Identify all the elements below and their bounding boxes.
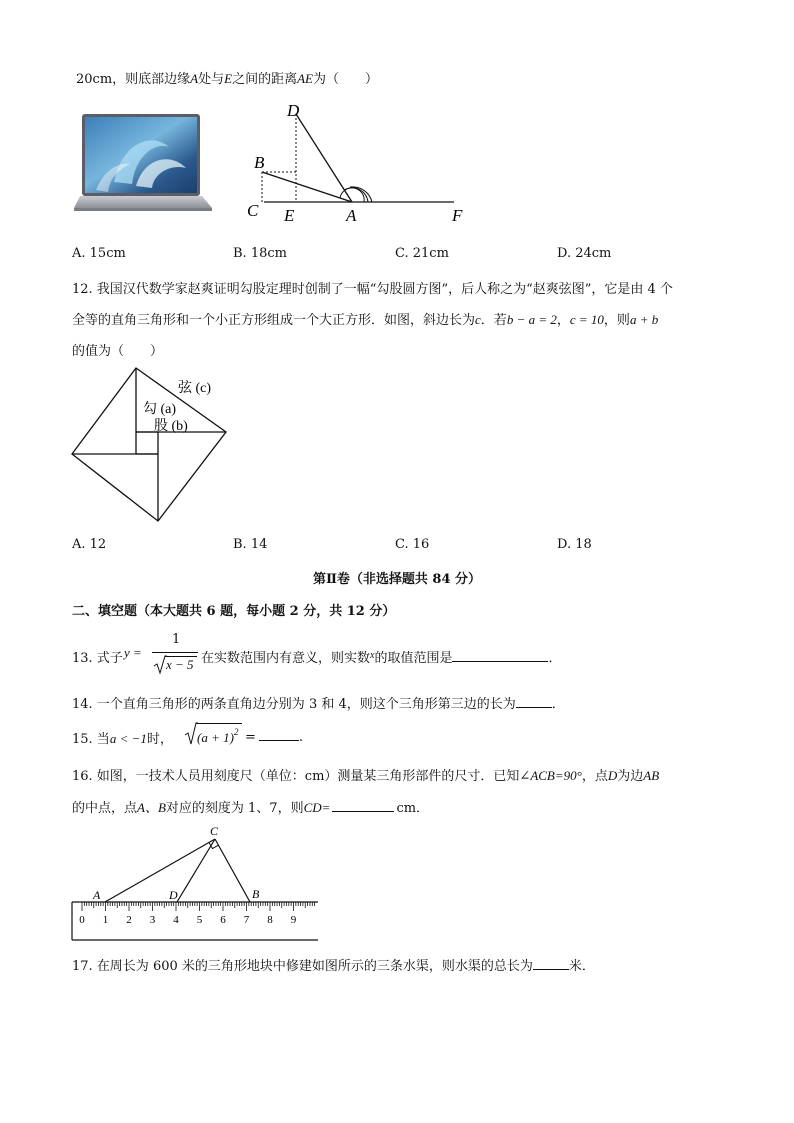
q13-y-eq: y = bbox=[124, 645, 142, 660]
q15: 15. 当a < −1时， bbox=[72, 731, 173, 747]
q16-line1: 16. 如图，一技术人员用刻度尺（单位：cm）测量某三角形部件的尺寸．已知∠ACB=90°，点D为边AB bbox=[72, 768, 660, 784]
q13-radicand: x − 5 bbox=[166, 657, 194, 672]
ruler-tick-label: 6 bbox=[220, 914, 226, 926]
q15-eq: = . bbox=[245, 730, 304, 745]
label-a: A bbox=[93, 888, 101, 902]
q15-answer-blank[interactable] bbox=[259, 728, 299, 741]
ruler-tick-label: 0 bbox=[79, 914, 85, 926]
label-d: D bbox=[287, 101, 300, 120]
q14: 14. 一个直角三角形的两条直角边分别为 3 和 4，则这个三角形第三边的长为 ． bbox=[72, 697, 565, 712]
label-b: B bbox=[254, 153, 265, 172]
label-c: C bbox=[210, 824, 219, 838]
laptop-image bbox=[74, 112, 214, 214]
q11-stem: 20cm，则底部边缘A处与E之间的距离AE为（ ） bbox=[76, 71, 378, 87]
q15-radical-bar bbox=[196, 723, 242, 724]
ruler-tick-label: 3 bbox=[149, 914, 156, 926]
q11-option-a[interactable]: A. 15cm bbox=[72, 246, 126, 261]
segment-ab bbox=[262, 172, 352, 202]
zhao-shuang-diagram bbox=[70, 366, 230, 524]
ruler-tick-label: 5 bbox=[196, 914, 203, 926]
q17-answer-blank[interactable] bbox=[533, 957, 569, 970]
label-d: D bbox=[169, 888, 178, 902]
ruler-tick-label: 4 bbox=[173, 914, 179, 926]
label-e: E bbox=[284, 206, 295, 225]
q12-line2: 全等的直角三角形和一个小正方形组成一个大正方形．如图，斜边长为c．若b − a = 2，c = 10，则a + b bbox=[72, 312, 659, 328]
q17: 17. 在周长为 600 米的三角形地块中修建如图所示的三条水渠，则水渠的总长为 米． bbox=[72, 959, 595, 974]
label-b: B bbox=[252, 887, 260, 901]
q12-option-d[interactable]: D. 18 bbox=[557, 537, 592, 552]
q13-answer-blank[interactable] bbox=[452, 649, 548, 662]
q12-line1: 12. 我国汉代数学家赵爽证明勾股定理时创制了一幅“勾股圆方图”，后人称之为“赵爽弦图”，它是由 4 个 bbox=[72, 282, 673, 297]
ruler-tick-label: 9 bbox=[290, 914, 297, 926]
q11-option-d[interactable]: D. 24cm bbox=[557, 246, 612, 261]
q11-option-b[interactable]: B. 18cm bbox=[233, 246, 287, 261]
segment-cb bbox=[215, 839, 250, 902]
q13-radical-sign bbox=[153, 655, 167, 675]
ruler-tick-label: 7 bbox=[243, 914, 250, 926]
segment-ac bbox=[105, 839, 215, 902]
volume-title: 第Ⅱ卷（非选择题共 84 分） bbox=[312, 572, 482, 587]
q11-geometry-figure bbox=[240, 98, 476, 226]
q13-fraction-bar bbox=[152, 652, 198, 653]
q13-body: 在实数范围内有意义，则实数$^x$的取值范围是 ． bbox=[201, 650, 562, 666]
q16-line2: 的中点，点A、B对应的刻度为 1、7，则CD= cm． bbox=[72, 800, 430, 816]
q13-numerator: 1 bbox=[172, 632, 181, 647]
q12-option-a[interactable]: A. 12 bbox=[72, 537, 107, 552]
ruler-tick-label: 8 bbox=[267, 914, 273, 926]
q12-line3: 的值为（ ） bbox=[72, 344, 164, 359]
segment-ad bbox=[296, 114, 352, 202]
label-a: A bbox=[346, 206, 357, 225]
q16-ruler-figure bbox=[70, 822, 320, 944]
label-gu: 股 (b) bbox=[154, 419, 188, 434]
segment-cd bbox=[177, 839, 215, 902]
q11-option-c[interactable]: C. 21cm bbox=[395, 246, 449, 261]
section-heading: 二、填空题（本大题共 6 题，每小题 2 分，共 12 分） bbox=[72, 604, 396, 619]
q13-prefix: 13. 式子 bbox=[72, 651, 123, 666]
q15-radical-sign bbox=[184, 722, 198, 746]
label-gou: 勾 (a) bbox=[143, 402, 177, 417]
ruler-tick-label: 2 bbox=[126, 914, 132, 926]
label-c: C bbox=[247, 201, 259, 220]
q12-option-b[interactable]: B. 14 bbox=[233, 537, 268, 552]
ruler-tick-label: 1 bbox=[102, 914, 109, 926]
q16-answer-blank[interactable] bbox=[332, 799, 394, 812]
label-xian: 弦 (c) bbox=[178, 381, 212, 396]
q15-expr: $(a + 1)^2$ bbox=[197, 727, 239, 745]
label-f: F bbox=[452, 206, 463, 225]
q12-option-c[interactable]: C. 16 bbox=[395, 537, 430, 552]
q14-answer-blank[interactable] bbox=[516, 695, 552, 708]
